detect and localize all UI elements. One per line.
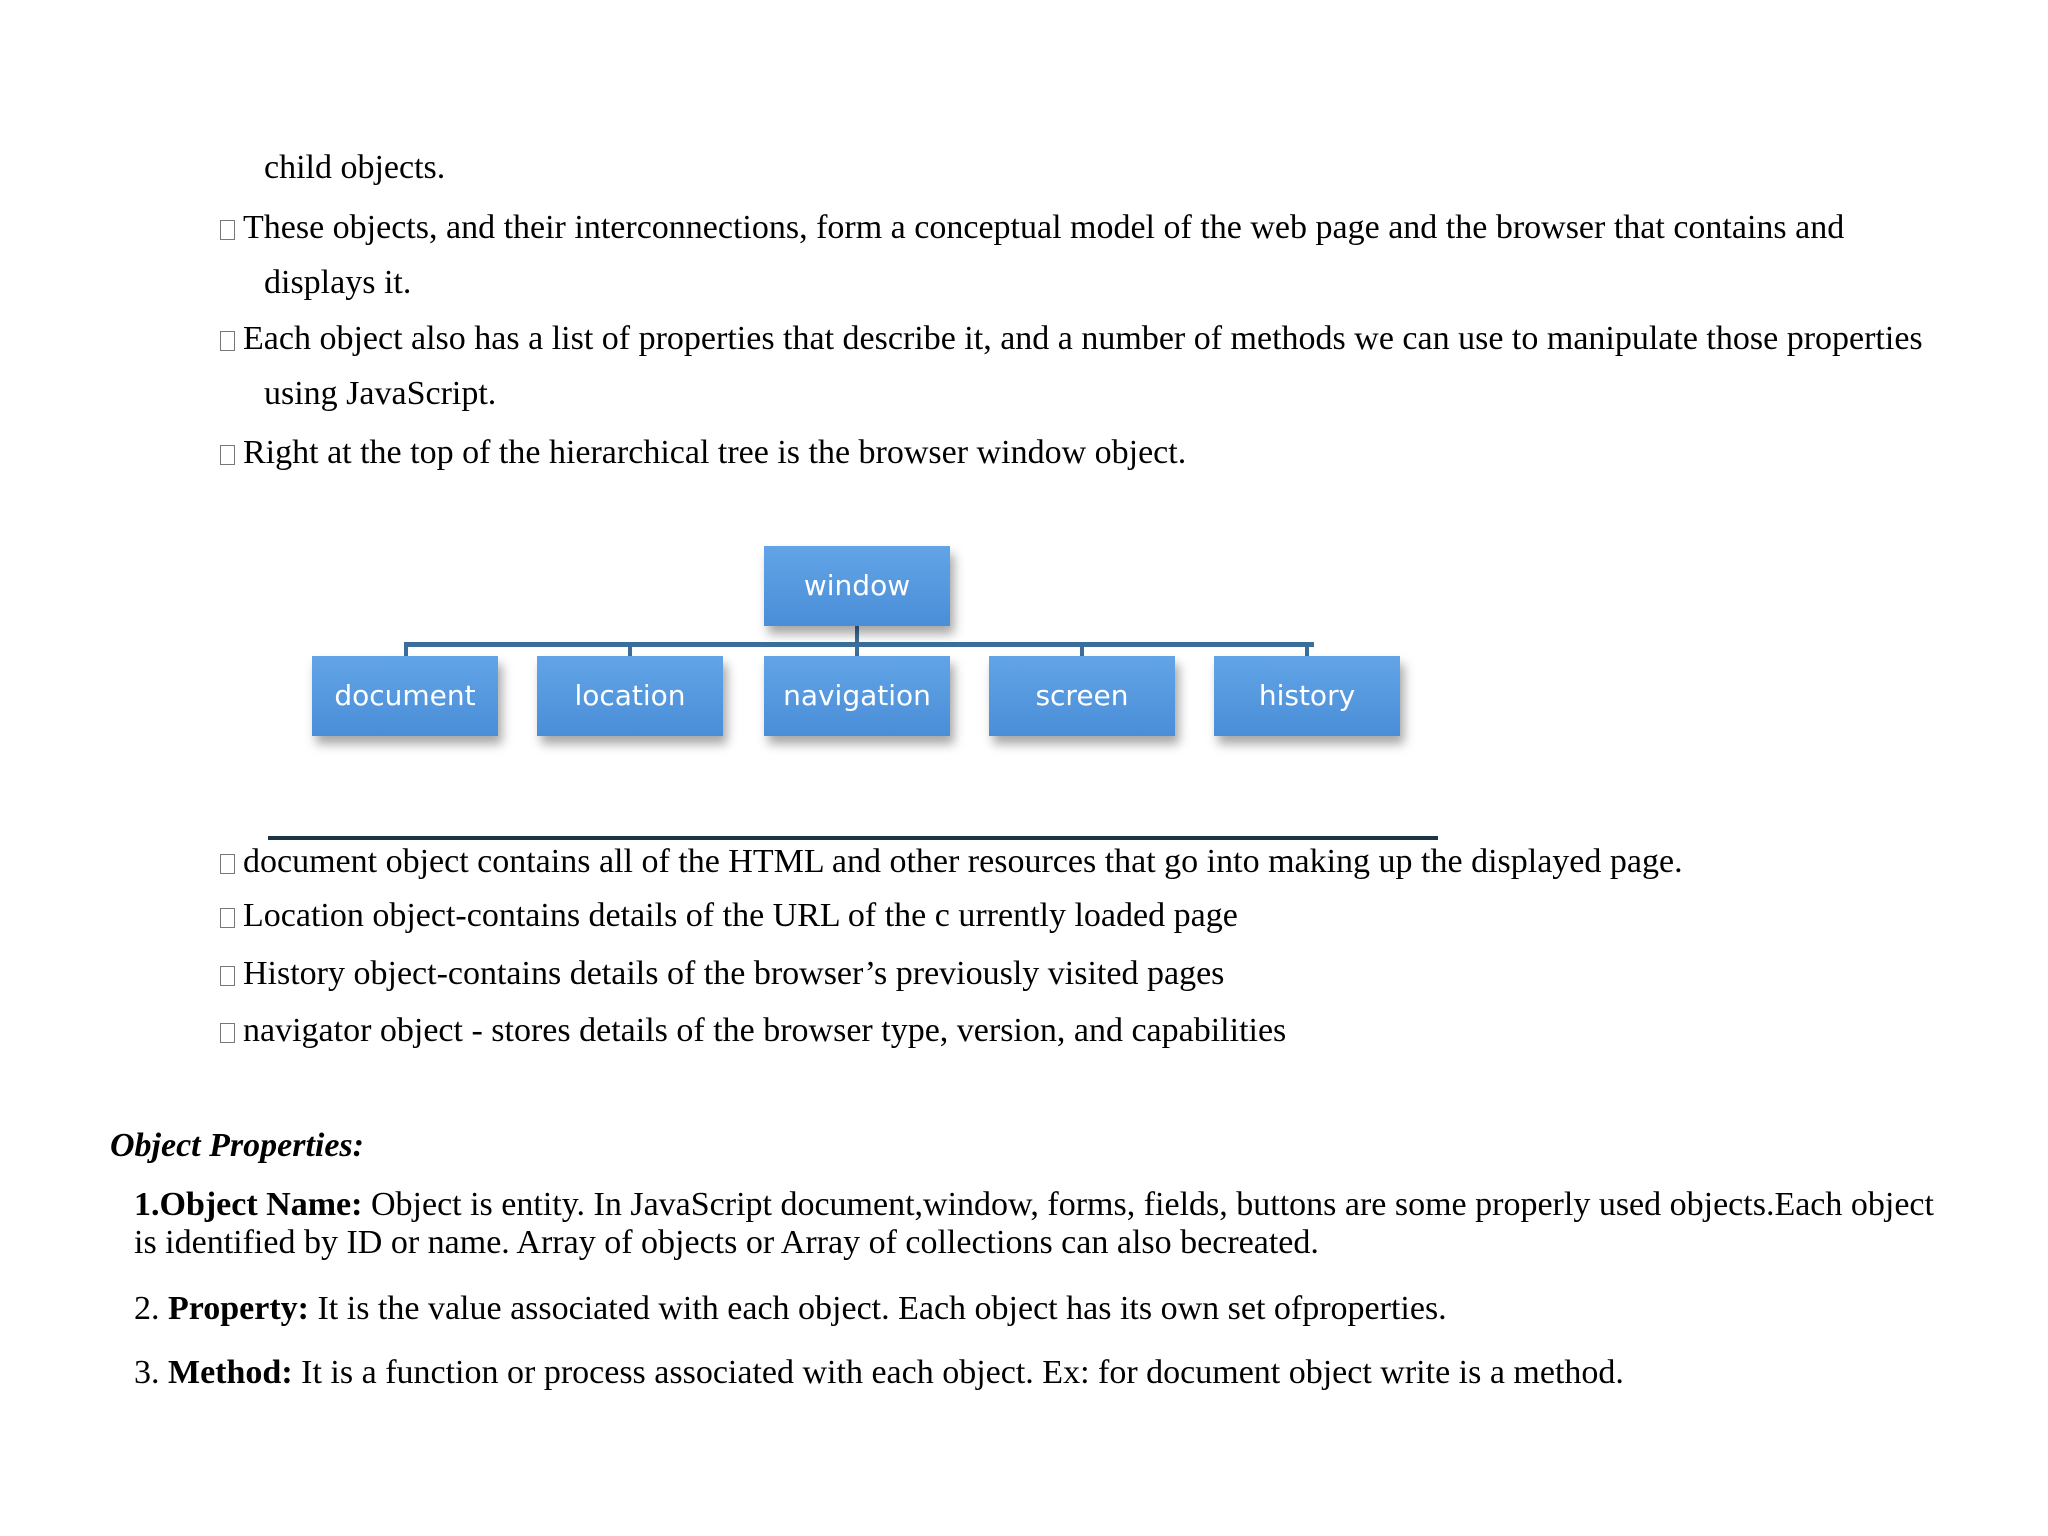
- bullet-box-icon: [220, 445, 235, 465]
- node-location: location: [537, 656, 723, 736]
- node-history: history: [1214, 656, 1400, 736]
- node-window: window: [764, 546, 950, 626]
- item-prefix: 3.: [134, 1354, 168, 1391]
- node-screen: screen: [989, 656, 1175, 736]
- bullet-box-icon: [220, 1023, 235, 1043]
- bullet-item: [220, 954, 1224, 994]
- bullet-continuation: displays it.: [264, 264, 412, 301]
- bullet-box-icon: [220, 854, 235, 874]
- bullet-text: document object contains all of the HTML and other resources that go into making up the displayed page.: [243, 843, 1683, 880]
- property-item-method: [134, 1354, 1624, 1392]
- continued-text: child objects.: [264, 149, 446, 186]
- item-label: Property:: [168, 1290, 309, 1327]
- bullet-item: [220, 319, 1923, 359]
- bullet-text: History object-contains details of the browser’s previously visited pages: [243, 955, 1225, 992]
- node-navigation: navigation: [764, 656, 950, 736]
- bullet-box-icon: [220, 220, 235, 240]
- bullet-item: [220, 1011, 1286, 1051]
- bullet-item: [220, 896, 1238, 936]
- bullet-item: [220, 433, 1186, 473]
- horizontal-connector: [404, 642, 1314, 647]
- bullet-box-icon: [220, 331, 235, 351]
- item-label: Method:: [168, 1354, 293, 1391]
- property-item-object-name: [134, 1186, 2014, 1262]
- item-text-continued: is identified by ID or name. Array of objects or Array of collections can also becreated.: [134, 1224, 1319, 1261]
- bullet-text: navigator object - stores details of the browser type, version, and capabilities: [243, 1012, 1287, 1049]
- divider-line: [268, 836, 1438, 840]
- bullet-box-icon: [220, 966, 235, 986]
- item-text: Object is entity. In JavaScript document,window, forms, fields, buttons are some properly used objects.Each object: [362, 1186, 1934, 1223]
- bullet-item: [220, 208, 1844, 248]
- item-text: It is a function or process associated with each object. Ex: for document object write is a method.: [292, 1354, 1624, 1391]
- item-text: It is the value associated with each object. Each object has its own set ofproperties.: [308, 1290, 1447, 1327]
- bullet-text: Location object-contains details of the URL of the c urrently loaded page: [243, 897, 1238, 934]
- bullet-text: Right at the top of the hierarchical tree is the browser window object.: [243, 434, 1187, 471]
- bullet-item: [220, 842, 1683, 882]
- bullet-continuation: using JavaScript.: [264, 375, 497, 412]
- item-label: 1.Object Name:: [134, 1186, 363, 1223]
- object-hierarchy-diagram: [300, 536, 1430, 766]
- bullet-text: Each object also has a list of properties that describe it, and a number of methods we can use to manipulate those properties: [243, 320, 1923, 357]
- property-item-property: [134, 1290, 1447, 1328]
- item-prefix: 2.: [134, 1290, 168, 1327]
- node-document: document: [312, 656, 498, 736]
- bullet-text: These objects, and their interconnections, form a conceptual model of the web page and the browser that contains and: [243, 209, 1845, 246]
- section-heading: Object Properties:: [110, 1127, 364, 1164]
- bullet-box-icon: [220, 908, 235, 928]
